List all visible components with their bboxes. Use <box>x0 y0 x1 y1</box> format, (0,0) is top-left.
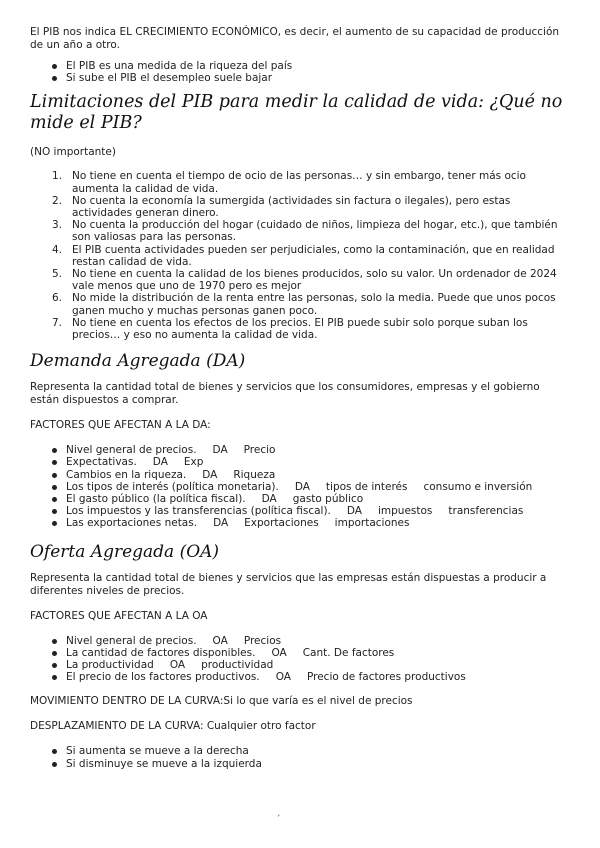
list-item: 2. No cuenta la economía la sumergida (actividades sin factura o ilegales), pero estas actividades generan dinero. <box>52 194 511 220</box>
shift-list <box>30 745 570 769</box>
list-item: El PIB es una medida de la riqueza del país <box>52 60 570 72</box>
oferta-factors-list <box>30 635 570 684</box>
intro-list <box>30 60 570 84</box>
limitaciones-note: (NO importante) <box>30 146 116 159</box>
list-item: Expectativas. DA Exp <box>52 456 570 468</box>
list-item: 6. No mide la distribución de la renta entre las personas, solo la media. Puede que unos pocos ganen mucho y muchas personas ganen poco. <box>52 292 556 317</box>
movement-note: MOVIMIENTO DENTRO DE LA CURVA:Si lo que varía es el nivel de precios <box>30 695 413 708</box>
list-item: Los impuestos y las transferencias (política fiscal). DA impuestos transferencias <box>52 505 570 517</box>
list-item: El precio de los factores productivos. OA Precio de factores productivos <box>52 671 570 683</box>
list-item: 5. No tiene en cuenta la calidad de los bienes producidos, solo su valor. Un ordenador de 2024 vale menos que uno de 1970 pero es mejor <box>52 268 557 293</box>
list-item: Cambios en la riqueza. DA Riqueza <box>52 469 570 481</box>
oferta-factors-heading: FACTORES QUE AFECTAN A LA OA <box>30 609 208 622</box>
demanda-factors-heading: FACTORES QUE AFECTAN A LA DA: <box>30 419 211 432</box>
list-item: 1. No tiene en cuenta el tiempo de ocio de las personas… y sin embargo, tener más ocio aumenta la calidad de vida. <box>52 170 526 195</box>
demanda-definition: Representa la cantidad total de bienes y servicios que los consumidores, empresas y el gobierno están dispuestos a comprar. <box>30 381 540 407</box>
shift-note: DESPLAZAMIENTO DE LA CURVA: Cualquier otro factor <box>30 720 316 733</box>
list-item: Los tipos de interés (política monetaria). DA tipos de interés consumo e inversión <box>52 481 570 493</box>
list-item: El gasto público (la política fiscal). DA gasto público <box>52 493 570 505</box>
oferta-definition: Representa la cantidad total de bienes y servicios que las empresas están dispuestas a producir a diferentes niveles de precios. <box>30 571 547 597</box>
list-item: La cantidad de factores disponibles. OA Cant. De factores <box>52 647 570 659</box>
list-item: Si disminuye se mueve a la izquierda <box>52 758 570 770</box>
list-item: 4. El PIB cuenta actividades pueden ser perjudiciales, como la contaminación, que en realidad restan calidad de vida. <box>52 243 555 268</box>
list-item: Las exportaciones netas. DA Exportaciones importaciones <box>52 517 570 529</box>
list-item: Nivel general de precios. OA Precios <box>52 635 570 647</box>
list-item: 7. No tiene en cuenta los efectos de los precios. El PIB puede subir solo porque suban los precios… y eso no aumenta la calidad de vida. <box>52 316 528 342</box>
list-item: Si aumenta se mueve a la derecha <box>52 745 570 757</box>
demanda-heading: Demanda Agregada (DA) <box>30 351 246 372</box>
list-item: Si sube el PIB el desempleo suele bajar <box>52 72 570 84</box>
page-mark: ´ <box>276 815 281 825</box>
list-item: La productividad OA productividad <box>52 659 570 671</box>
limitaciones-heading: Limitaciones del PIB para medir la calidad de vida: ¿Qué no mide el PIB? <box>30 92 563 134</box>
list-item: 3. No cuenta la producción del hogar (cuidado de niños, limpieza del hogar, etc.), que también son valiosas para las personas. <box>52 219 558 244</box>
list-item: Nivel general de precios. DA Precio <box>52 444 570 456</box>
demanda-factors-list <box>30 444 570 529</box>
limitaciones-list <box>30 170 570 341</box>
oferta-heading: Oferta Agregada (OA) <box>30 541 220 562</box>
intro-paragraph: El PIB nos indica EL CRECIMIENTO ECONÓMICO, es decir, el aumento de su capacidad de producción de un año a otro. <box>30 26 560 51</box>
